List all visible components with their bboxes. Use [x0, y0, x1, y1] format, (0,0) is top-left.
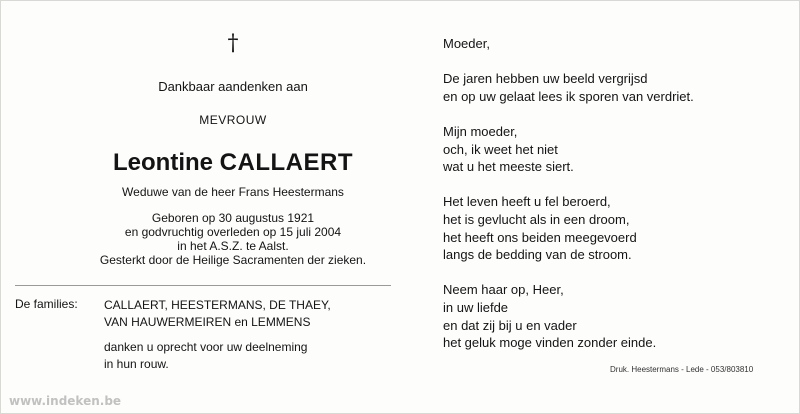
poem-line: in uw liefde: [443, 299, 509, 315]
poem-salutation: Moeder,: [443, 36, 490, 51]
divider-line: [15, 285, 391, 286]
poem-line: Mijn moeder,: [443, 123, 518, 139]
poem: [443, 35, 694, 352]
dates-block: [73, 211, 393, 267]
title-text: MEVROUW: [199, 113, 267, 127]
families-label: De families:: [15, 297, 78, 311]
poem-line: langs de bedding van de stroom.: [443, 247, 632, 263]
born-text: Geboren op 30 augustus 1921: [151, 211, 315, 225]
watermark: www.indeken.be: [9, 394, 122, 408]
poem-stanza: [443, 70, 694, 105]
poem-stanza: [443, 281, 694, 351]
printer-credit: Druk. Heestermans - Lede - 053/803810: [610, 365, 754, 374]
died-text: en godvruchtig overleden op 15 juli 2004: [124, 225, 342, 239]
poem-line: het geluk moge vinden zonder einde.: [443, 335, 657, 351]
families-thanks-line: in hun rouw.: [104, 357, 169, 371]
poem-line: De jaren hebben uw beeld vergrijsd: [443, 71, 648, 87]
poem-line: het heeft ons beiden meegevoerd: [443, 229, 637, 245]
poem-line: wat u het meeste siert.: [443, 159, 574, 175]
families-names: [104, 297, 331, 331]
poem-stanza: [443, 123, 694, 176]
families-names-line: CALLAERT, HEESTERMANS, DE THAEY,: [104, 298, 331, 312]
poem-line: och, ik weet het niet: [443, 141, 558, 157]
families-names-line: VAN HAUWERMEIREN en LEMMENS: [104, 315, 311, 329]
families-thanks-line: danken u oprecht voor uw deelneming: [104, 340, 308, 354]
poem-line: Het leven heeft u fel beroerd,: [443, 194, 611, 210]
poem-line: Neem haar op, Heer,: [443, 282, 564, 298]
place-text: in het A.S.Z. te Aalst.: [177, 239, 289, 253]
first-name: Leontine: [113, 149, 213, 176]
poem-line: het is gevlucht als in een droom,: [443, 211, 630, 227]
deceased-name: [73, 149, 393, 177]
poem-stanza: [443, 193, 694, 263]
sacraments-text: Gesterkt door de Heilige Sacramenten der zieken.: [99, 253, 367, 267]
widow-of-text: Weduwe van de heer Frans Heestermans: [122, 185, 344, 199]
families-thanks: [104, 339, 307, 373]
intro-text: Dankbaar aandenken aan: [158, 79, 308, 94]
cross-icon: †: [227, 31, 239, 56]
last-name: CALLAERT: [219, 149, 353, 176]
poem-line: en dat zij bij u en vader: [443, 317, 577, 333]
poem-line: en op uw gelaat lees ik sporen van verdriet.: [443, 88, 694, 104]
